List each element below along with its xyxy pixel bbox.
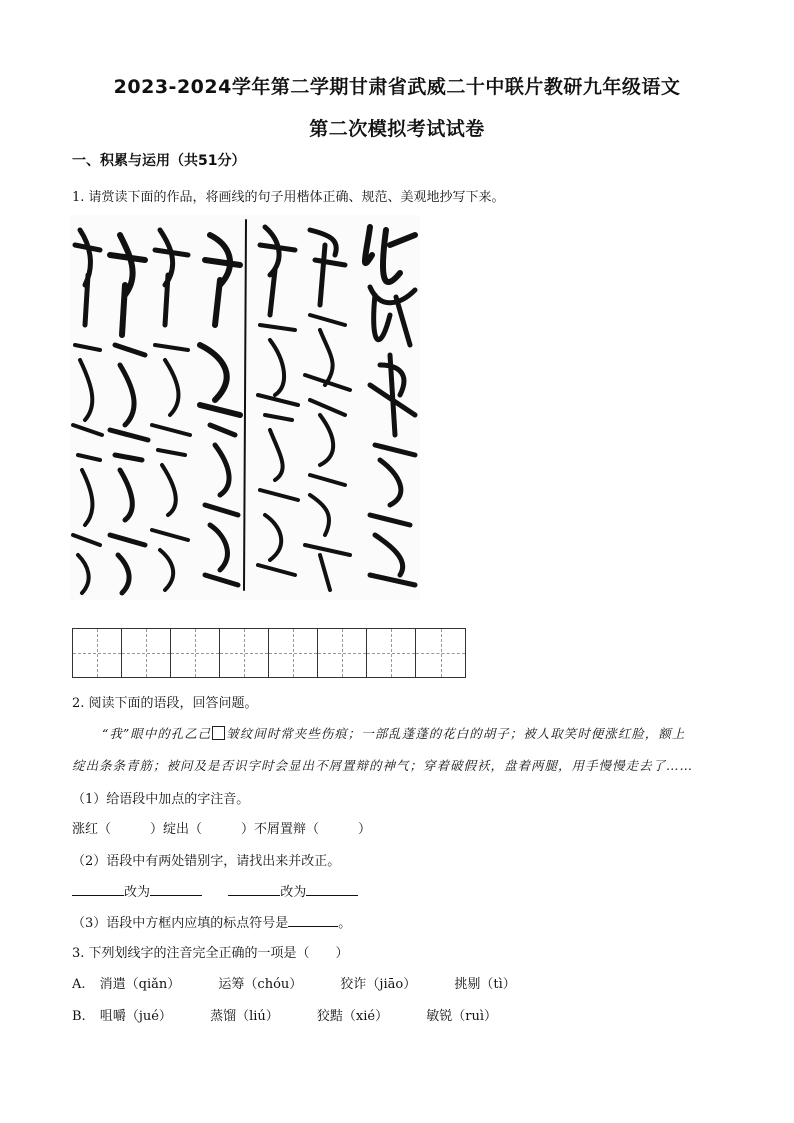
option-b-item: 敏锐（ruì） (426, 1009, 497, 1024)
subquestion-3-end: 。 (338, 916, 352, 931)
option-a-item: 消遣（qiǎn） (99, 977, 181, 992)
answer-blank[interactable] (228, 895, 280, 896)
subquestion-2-answer (72, 881, 358, 900)
subquestion-3-text: （3）语段中方框内应填的标点符号是 (72, 916, 289, 931)
grid-cell[interactable] (220, 629, 269, 677)
option-b-item: 狡黠（xié） (316, 1009, 389, 1024)
grid-cell[interactable] (73, 629, 122, 677)
passage-line-1 (102, 724, 752, 742)
section-heading: 一、积累与运用（共51分） (72, 153, 246, 169)
subquestion-2: （2）语段中有两处错别字，请找出来并改正。 (72, 854, 341, 869)
grid-cell[interactable] (416, 629, 465, 677)
page-title-line2: 第二次模拟考试试卷 (309, 118, 485, 140)
change-label: 改为 (280, 885, 307, 900)
option-a-item: 狡诈（jiāo） (340, 977, 417, 992)
grid-cell[interactable] (318, 629, 367, 677)
page-title-line1: 2023-2024学年第二学期甘肃省武威二十中联片教研九年级语文 (113, 76, 681, 98)
option-b[interactable] (72, 1005, 531, 1024)
option-a-item: 挑剔（tì） (454, 977, 516, 992)
option-b-item: 咀嚼（jué） (99, 1009, 172, 1024)
calligraphy-image (70, 215, 420, 600)
question-1-text: 1. 请赏读下面的作品，将画线的句子用楷体正确、规范、美观地抄写下来。 (72, 190, 505, 205)
passage-line-1-end: 皱纹间时常夹些伤痕；一部乱蓬蓬的花白的胡子；被人取笑时便涨红脸，额上 (226, 726, 686, 741)
punctuation-box (212, 726, 225, 740)
answer-blank[interactable] (150, 895, 202, 896)
grid-cell[interactable] (269, 629, 318, 677)
option-a-item: 运筹（chóu） (218, 977, 303, 992)
subquestion-1: （1）给语段中加点的字注音。 (72, 792, 250, 807)
grid-cell[interactable] (171, 629, 220, 677)
option-a[interactable] (72, 973, 550, 992)
option-b-label: B. (72, 1009, 86, 1024)
answer-blank[interactable] (72, 895, 124, 896)
subquestion-1-answer: 涨红（ ）绽出（ ）不屑置辩（ ） (72, 822, 372, 837)
change-label: 改为 (124, 885, 151, 900)
option-b-item: 蒸馏（liú） (210, 1009, 279, 1024)
answer-blank[interactable] (306, 895, 358, 896)
calligraphy-strokes (70, 215, 420, 600)
grid-cell[interactable] (367, 629, 416, 677)
answer-blank[interactable] (288, 926, 338, 927)
question-2-text: 2. 阅读下面的语段，回答问题。 (72, 696, 258, 711)
handwriting-grid (72, 628, 466, 678)
subquestion-3 (72, 912, 351, 931)
question-3-text: 3. 下列划线字的注音完全正确的一项是（ ） (72, 946, 349, 961)
grid-cell[interactable] (122, 629, 171, 677)
option-a-label: A. (72, 977, 86, 992)
passage-line-2: 绽出条条青筋；被问及是否识字时会显出不屑置辩的神气；穿着破假袄，盘着两腿，用手慢慢走去了…… (72, 758, 694, 773)
passage-line-1-start: “我”眼中的孔乙己 (102, 726, 212, 741)
